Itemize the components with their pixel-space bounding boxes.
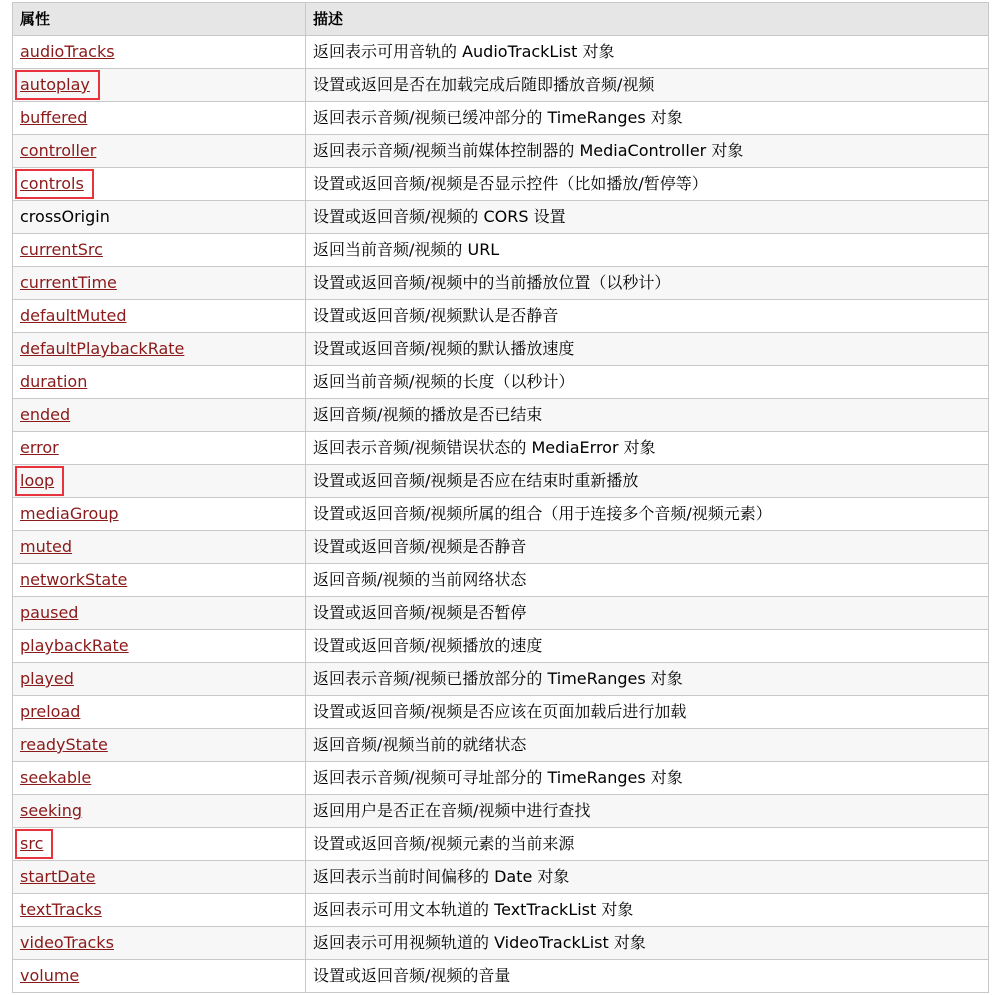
property-link-duration[interactable]: duration [20, 372, 88, 391]
property-link-readystate[interactable]: readyState [20, 735, 108, 754]
property-cell [13, 201, 306, 234]
table-row [13, 960, 989, 993]
description-cell: 返回表示可用文本轨道的 TextTrackList 对象 [306, 894, 989, 927]
property-cell [13, 135, 306, 168]
table-row [13, 102, 989, 135]
description-cell: 返回当前音频/视频的 URL [306, 234, 989, 267]
description-cell: 设置或返回音频/视频所属的组合（用于连接多个音频/视频元素） [306, 498, 989, 531]
table-row [13, 564, 989, 597]
table-row [13, 828, 989, 861]
property-cell [13, 564, 306, 597]
table-row [13, 168, 989, 201]
table-row [13, 498, 989, 531]
property-cell [13, 696, 306, 729]
property-link-buffered[interactable]: buffered [20, 108, 88, 127]
property-cell [13, 894, 306, 927]
property-link-seeking[interactable]: seeking [20, 801, 83, 820]
description-cell: 返回用户是否正在音频/视频中进行查找 [306, 795, 989, 828]
table-row [13, 333, 989, 366]
description-cell: 设置或返回音频/视频是否应在结束时重新播放 [306, 465, 989, 498]
description-cell: 设置或返回音频/视频默认是否静音 [306, 300, 989, 333]
header-property: 属性 [13, 3, 306, 36]
table-row [13, 399, 989, 432]
property-link-error[interactable]: error [20, 438, 59, 457]
table-row [13, 135, 989, 168]
property-link-defaultplaybackrate[interactable]: defaultPlaybackRate [20, 339, 185, 358]
description-cell: 设置或返回音频/视频是否暂停 [306, 597, 989, 630]
property-cell [13, 432, 306, 465]
table-header-row [13, 3, 989, 36]
highlight-box [19, 74, 96, 96]
table-row [13, 201, 989, 234]
description-cell: 设置或返回音频/视频播放的速度 [306, 630, 989, 663]
header-description: 描述 [306, 3, 989, 36]
table-row [13, 36, 989, 69]
table-row [13, 696, 989, 729]
property-cell [13, 597, 306, 630]
property-link-played[interactable]: played [20, 669, 74, 688]
property-cell [13, 399, 306, 432]
property-link-networkstate[interactable]: networkState [20, 570, 128, 589]
description-cell: 返回表示音频/视频当前媒体控制器的 MediaController 对象 [306, 135, 989, 168]
property-cell [13, 69, 306, 102]
table-row [13, 762, 989, 795]
table-row [13, 795, 989, 828]
properties-table [12, 2, 989, 993]
table-row [13, 465, 989, 498]
property-link-volume[interactable]: volume [20, 966, 80, 985]
property-cell [13, 333, 306, 366]
table-row [13, 894, 989, 927]
property-link-startdate[interactable]: startDate [20, 867, 96, 886]
highlight-box [19, 470, 60, 492]
property-cell [13, 465, 306, 498]
property-link-src[interactable]: src [20, 834, 44, 853]
description-cell: 设置或返回音频/视频中的当前播放位置（以秒计） [306, 267, 989, 300]
property-cell [13, 630, 306, 663]
description-cell: 返回表示可用音轨的 AudioTrackList 对象 [306, 36, 989, 69]
property-link-defaultmuted[interactable]: defaultMuted [20, 306, 127, 325]
property-cell [13, 300, 306, 333]
property-link-ended[interactable]: ended [20, 405, 71, 424]
description-cell: 返回当前音频/视频的长度（以秒计） [306, 366, 989, 399]
property-cell [13, 36, 306, 69]
property-cell [13, 927, 306, 960]
property-cell [13, 960, 306, 993]
description-cell: 设置或返回音频/视频的 CORS 设置 [306, 201, 989, 234]
description-cell: 返回表示可用视频轨道的 VideoTrackList 对象 [306, 927, 989, 960]
table-row [13, 69, 989, 102]
table-row [13, 432, 989, 465]
property-link-controls[interactable]: controls [20, 174, 84, 193]
property-cell [13, 234, 306, 267]
property-cell [13, 663, 306, 696]
property-cell [13, 267, 306, 300]
description-cell: 设置或返回音频/视频元素的当前来源 [306, 828, 989, 861]
property-cell [13, 498, 306, 531]
highlight-box [19, 833, 49, 855]
property-link-muted[interactable]: muted [20, 537, 72, 556]
description-cell: 返回表示音频/视频已缓冲部分的 TimeRanges 对象 [306, 102, 989, 135]
property-link-texttracks[interactable]: textTracks [20, 900, 102, 919]
property-cell [13, 729, 306, 762]
table-body [13, 36, 989, 993]
property-name-crossorigin: crossOrigin [20, 207, 110, 226]
highlight-box [19, 173, 90, 195]
property-link-controller[interactable]: controller [20, 141, 97, 160]
description-cell: 设置或返回音频/视频是否应该在页面加载后进行加载 [306, 696, 989, 729]
description-cell: 返回音频/视频当前的就绪状态 [306, 729, 989, 762]
property-link-currenttime[interactable]: currentTime [20, 273, 117, 292]
property-cell [13, 795, 306, 828]
property-link-currentsrc[interactable]: currentSrc [20, 240, 103, 259]
property-link-audiotracks[interactable]: audioTracks [20, 42, 115, 61]
table-row [13, 927, 989, 960]
property-link-autoplay[interactable]: autoplay [20, 75, 90, 94]
description-cell: 返回表示音频/视频已播放部分的 TimeRanges 对象 [306, 663, 989, 696]
description-cell: 返回音频/视频的播放是否已结束 [306, 399, 989, 432]
table-row [13, 234, 989, 267]
description-cell: 返回表示当前时间偏移的 Date 对象 [306, 861, 989, 894]
property-link-loop[interactable]: loop [20, 471, 55, 490]
table-row [13, 663, 989, 696]
description-cell: 设置或返回音频/视频的音量 [306, 960, 989, 993]
page-content [12, 2, 988, 993]
description-cell: 返回音频/视频的当前网络状态 [306, 564, 989, 597]
property-link-paused[interactable]: paused [20, 603, 79, 622]
description-cell: 设置或返回音频/视频是否显示控件（比如播放/暂停等） [306, 168, 989, 201]
property-link-mediagroup[interactable]: mediaGroup [20, 504, 119, 523]
table-row [13, 597, 989, 630]
description-cell: 设置或返回音频/视频的默认播放速度 [306, 333, 989, 366]
description-cell: 设置或返回是否在加载完成后随即播放音频/视频 [306, 69, 989, 102]
table-row [13, 531, 989, 564]
table-row [13, 300, 989, 333]
table-row [13, 630, 989, 663]
property-cell [13, 762, 306, 795]
table-row [13, 729, 989, 762]
property-link-playbackrate[interactable]: playbackRate [20, 636, 129, 655]
description-cell: 返回表示音频/视频错误状态的 MediaError 对象 [306, 432, 989, 465]
property-cell [13, 168, 306, 201]
property-cell [13, 828, 306, 861]
property-cell [13, 366, 306, 399]
property-cell [13, 102, 306, 135]
table-row [13, 861, 989, 894]
description-cell: 返回表示音频/视频可寻址部分的 TimeRanges 对象 [306, 762, 989, 795]
property-link-seekable[interactable]: seekable [20, 768, 92, 787]
property-cell [13, 531, 306, 564]
description-cell: 设置或返回音频/视频是否静音 [306, 531, 989, 564]
table-row [13, 267, 989, 300]
property-link-preload[interactable]: preload [20, 702, 81, 721]
table-row [13, 366, 989, 399]
property-link-videotracks[interactable]: videoTracks [20, 933, 114, 952]
property-cell [13, 861, 306, 894]
